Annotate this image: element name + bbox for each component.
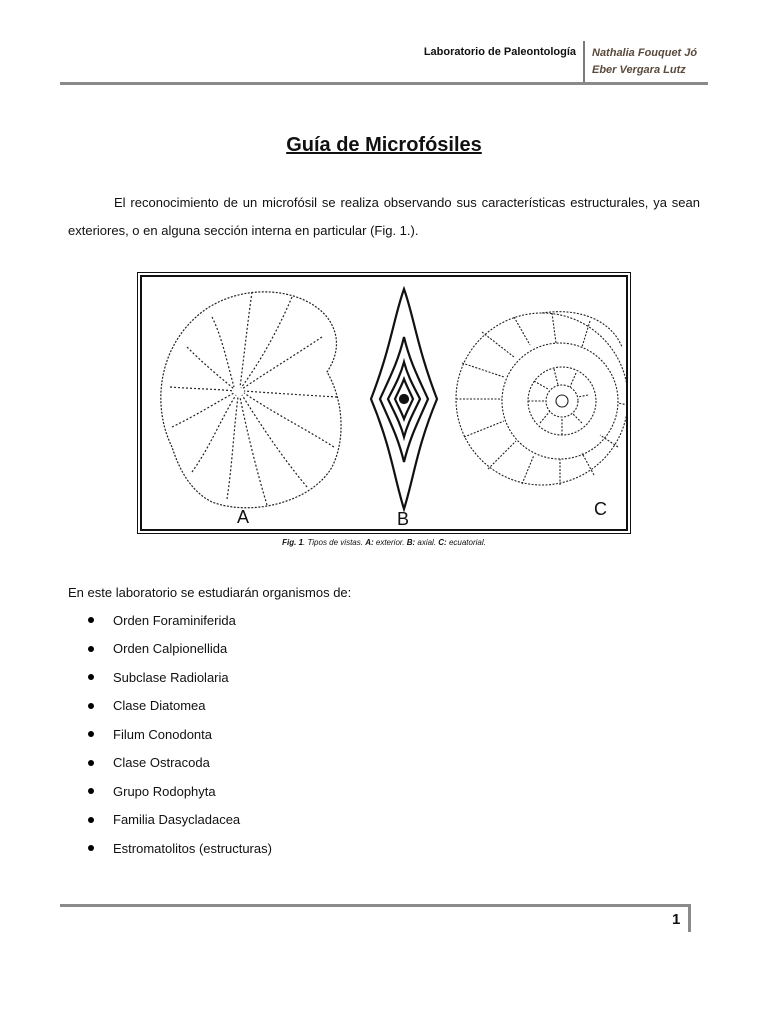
list-item-label: Orden Calpionellida: [113, 641, 228, 657]
list-item-label: Estromatolitos (estructuras): [113, 840, 272, 856]
header-lab-name: Laboratorio de Paleontología: [423, 46, 576, 58]
fossil-axial-view: [371, 289, 437, 509]
bullet-icon: [88, 703, 94, 709]
bullet-icon: [88, 646, 94, 652]
bullet-icon: [88, 617, 94, 623]
list-item-label: Subclase Radiolaria: [113, 669, 229, 685]
header-rule: [60, 82, 708, 85]
list-intro: En este laboratorio se estudiarán organismos de:: [68, 585, 352, 600]
list-item: [88, 749, 272, 778]
figure-1: [140, 275, 628, 531]
footer-divider: [688, 904, 691, 932]
organism-list: [88, 606, 272, 863]
list-item-label: Orden Foraminiferida: [113, 612, 236, 628]
caption-text: . Tipos de vistas.: [303, 538, 366, 547]
bullet-icon: [88, 845, 94, 851]
author-2: Eber Vergara Lutz: [592, 64, 686, 76]
caption-a-label: A:: [365, 538, 374, 547]
list-item: [88, 720, 272, 749]
label-c: C: [594, 499, 607, 519]
page-number: 1: [672, 911, 681, 928]
list-item: [88, 606, 272, 635]
list-item-label: Clase Diatomea: [113, 698, 206, 714]
list-item-label: Familia Dasycladacea: [113, 812, 241, 828]
list-item-label: Grupo Rodophyta: [113, 783, 216, 799]
caption-c-label: C:: [438, 538, 447, 547]
bullet-icon: [88, 817, 94, 823]
footer-rule: [60, 904, 688, 907]
list-item: [88, 692, 272, 721]
microfossil-illustration: [142, 277, 626, 529]
bullet-icon: [88, 731, 94, 737]
figure-caption: [0, 538, 768, 547]
header-authors: [592, 45, 697, 79]
label-b: B: [397, 509, 410, 529]
caption-a-text: exterior.: [373, 538, 407, 547]
caption-b-text: axial.: [415, 538, 439, 547]
caption-b-label: B:: [406, 538, 416, 547]
bullet-icon: [88, 788, 94, 794]
caption-c-text: ecuatorial.: [446, 538, 486, 547]
caption-fig-label: Fig. 1: [282, 538, 304, 547]
list-item: [88, 806, 272, 835]
fossil-exterior-view: [161, 292, 341, 508]
page-title: Guía de Microfósiles: [286, 134, 482, 156]
bullet-icon: [88, 674, 94, 680]
list-item-label: Filum Conodonta: [113, 726, 212, 742]
list-item: [88, 663, 272, 692]
list-item: [88, 777, 272, 806]
label-a: A: [237, 507, 250, 527]
header-divider: [583, 41, 585, 83]
author-1: Nathalia Fouquet Jó: [592, 47, 698, 59]
intro-paragraph: El reconocimiento de un microfósil se realiza observando sus características estructurales, ya sean exteriores, o en alguna sección interna en particular (Fig. 1.).: [68, 195, 700, 238]
list-item: [88, 834, 272, 863]
bullet-icon: [88, 760, 94, 766]
list-item: [88, 635, 272, 664]
fossil-equatorial-view: [456, 312, 626, 485]
list-item-label: Clase Ostracoda: [113, 755, 210, 771]
